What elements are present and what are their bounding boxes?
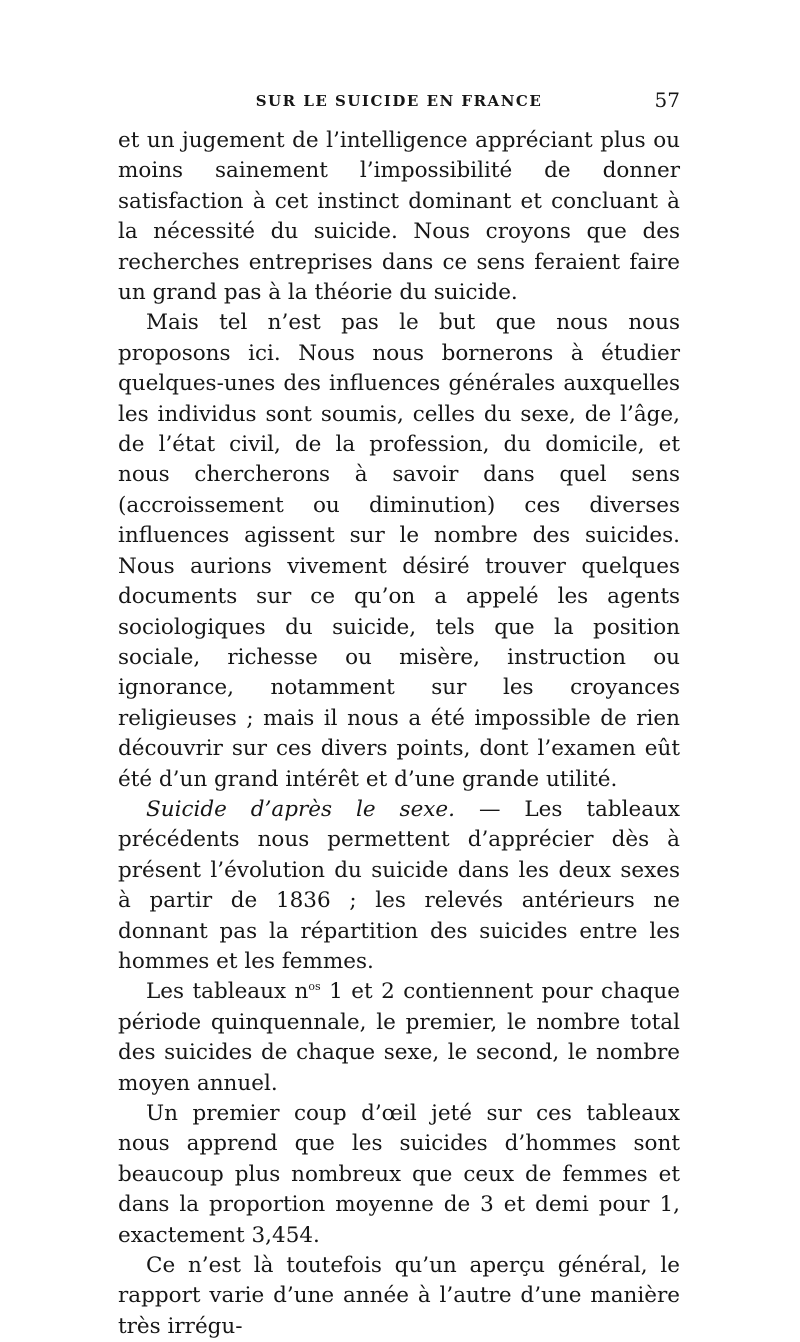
paragraph-3 — [118, 795, 680, 977]
page-number: 57 — [654, 88, 680, 112]
section-title-sexe: Suicide d’après le sexe. — [146, 796, 455, 822]
paragraph-1: et un jugement de l’intelligence appréciant plus ou moins sainement l’impossibilité de donner satisfaction à cet instinct dominant et concluant à la nécessité du suicide. Nous croyons que des recherches entreprises dans ce sens feraient faire un grand pas à la théorie du suicide. — [118, 128, 680, 306]
paragraph-5: Un premier coup d’œil jeté sur ces tableaux nous apprend que les suicides d’hommes sont beaucoup plus nombreux que ceux de femmes et dans la proportion moyenne de 3 et demi pour 1, exactement 3,454. — [118, 1101, 680, 1248]
body-text — [118, 126, 680, 1342]
paragraph-3-body: — Les tableaux précédents nous permettent d’apprécier dès à présent l’évolution du suicide dans les deux sexes à partir de 1836 ; les relevés antérieurs ne donnant pas la répartition des suicides entre les hommes et les femmes. — [118, 796, 680, 974]
paragraph-6: Ce n’est là toutefois qu’un aperçu général, le rapport varie d’une année à l’autre d’une manière très irrégu- — [118, 1253, 680, 1339]
paragraph-4-rest: 1 et 2 contiennent pour chaque période quinquennale, le premier, le nombre total des suicides de chaque sexe, le second, le nombre moyen annuel. — [118, 979, 680, 1096]
running-head — [118, 88, 680, 116]
running-title: SUR LE SUICIDE EN FRANCE — [255, 92, 543, 110]
numero-superscript: os — [308, 980, 321, 994]
paragraph-2: Mais tel n’est pas le but que nous nous proposons ici. Nous nous bornerons à étudier quelques-unes des influences générales auxquelles les individus sont soumis, celles du sexe, de l’âge, de l’état civil, de la profession, du domicile, et nous chercherons à savoir dans quel sens (accroissement ou diminution) ces diverses influences agissent sur le nombre des suicides. Nous aurions vivement désiré trouver quelques documents sur ce qu’on a appelé les agents sociologiques du suicide, tels que la position sociale, richesse ou misère, instruction ou ignorance, notamment sur les croyances religieuses ; mais il nous a été impossible de rien découvrir sur ces divers points, dont l’examen eût été d’un grand intérêt et d’une grande utilité. — [118, 310, 680, 792]
paragraph-4 — [118, 977, 680, 1099]
paragraph-4-start: Les tableaux n — [146, 979, 309, 1005]
